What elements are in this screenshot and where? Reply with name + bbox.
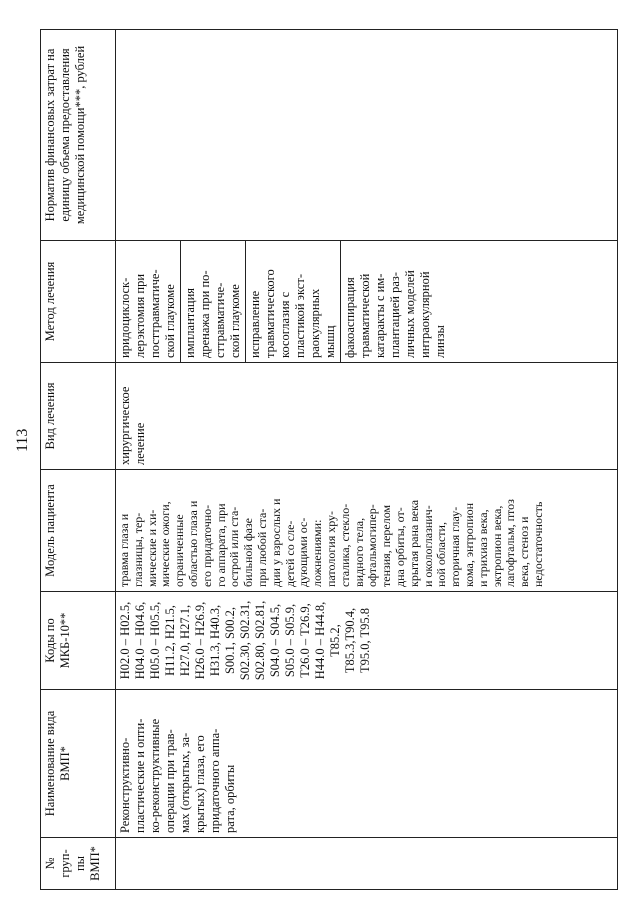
model-line: эктропион века, (489, 505, 504, 587)
model-line: детей со сле- (282, 520, 297, 587)
model-line: дующими ос- (296, 517, 311, 587)
model-line: областью глаза и (185, 500, 200, 587)
header-treatment-type: Вид лечения (41, 363, 116, 470)
method-line: ской глаукоме (163, 284, 177, 358)
method-line: косоглазия с (278, 291, 292, 358)
method-line: сттравматиче- (213, 282, 227, 358)
model-line: мические ожоги, (158, 501, 173, 587)
code-line: S02.80, S02.81, (253, 600, 267, 681)
model-line: века, стеноз и (517, 516, 532, 587)
code-line: H31.3, H40.3, (208, 604, 222, 677)
code-line: S02.30, S02.31, (238, 600, 252, 681)
method-item (246, 241, 341, 362)
name-line: ко-реконструктивные (148, 718, 162, 833)
method-line: травматической (358, 273, 372, 358)
method-line: личных моделей (403, 270, 417, 358)
cell-model (116, 470, 618, 592)
name-line: рата, орбиты (223, 764, 237, 833)
code-line: T26.0 – T26.9, (298, 603, 312, 678)
method-line: пластикой экст- (293, 274, 307, 358)
code-line: T85.2, (328, 624, 342, 657)
model-line: бильной фазе (241, 518, 256, 587)
code-line: S05.0 – S05.9, (283, 603, 297, 678)
method-item (341, 241, 450, 362)
model-line: лагофтальм, птоз (503, 499, 518, 587)
model-line: крытая рана века (406, 499, 421, 587)
cell-norm (116, 30, 618, 241)
header-group: № груп-пы ВМП* (41, 838, 116, 890)
model-line: мические и хи- (144, 509, 159, 587)
model-line: его придаточно- (199, 504, 214, 587)
cell-name (116, 690, 618, 838)
header-name: Наименование вида ВМП* (41, 690, 116, 838)
model-line: кома, энтропион (461, 502, 476, 587)
code-line: H02.0 – H02.5, (118, 601, 132, 680)
method-line: исправление (248, 290, 262, 358)
model-line: сталика, стекло- (337, 503, 352, 587)
model-line: недостаточность (530, 501, 545, 587)
cell-methods (116, 241, 618, 363)
method-item (181, 241, 246, 362)
method-line: интраокулярной (418, 271, 432, 358)
model-line: травма глаза и (117, 513, 131, 587)
model-line: ложнениями: (310, 519, 325, 587)
method-line: катаракты с им- (373, 273, 387, 358)
header-method: Метод лечения (41, 241, 116, 363)
method-line: посттравматиче- (148, 269, 162, 358)
header-model: Модель пациента (41, 470, 116, 592)
name-line: пластические и опти- (133, 718, 147, 833)
code-line: T85.3,T90.4, (343, 607, 357, 674)
header-norm: Норматив финансовых затрат на единицу объема предоставления медицинской помощи***, рублей (41, 30, 116, 241)
code-line: S04.0 – S04.5, (268, 603, 282, 678)
method-item (116, 241, 181, 362)
method-line: линзы (433, 325, 447, 358)
model-line: при любой ста- (254, 508, 269, 587)
cell-codes (116, 592, 618, 690)
method-line: имплантация (183, 287, 197, 358)
model-line: го аппарата, при (213, 503, 228, 587)
code-line: H44.0 – H44.8, (313, 601, 327, 680)
model-line: ной области, (434, 522, 449, 587)
model-line: дии у взрослых и (268, 498, 283, 587)
treatment-line: лечение (133, 422, 147, 465)
name-line: операции при трав- (163, 729, 177, 833)
header-row (41, 30, 116, 890)
method-line: факоаспирация (343, 277, 357, 358)
model-line: острой или ста- (227, 506, 242, 587)
code-line: H04.0 – H04.6, (133, 601, 147, 680)
model-line: вторичная глау- (448, 506, 463, 587)
code-line: H11.2, H21.5, (163, 605, 177, 676)
rotated-table-container (40, 30, 618, 890)
treatment-line: хирургическое (118, 386, 132, 465)
table-row (116, 30, 618, 890)
name-line: крытых) глаза, его (193, 735, 207, 833)
code-line: T95.0, T95.8 (358, 607, 372, 674)
model-line: глазницы, тер- (130, 512, 145, 587)
vmp-table (40, 29, 618, 890)
model-line: и окологлазнич- (420, 505, 435, 587)
model-line: офтальмогипер- (365, 504, 380, 587)
model-line: видного тела, (351, 517, 366, 587)
method-line: иридоциклоск- (118, 277, 132, 358)
model-line: патология хру- (323, 510, 338, 587)
cell-treatment-type (116, 363, 618, 470)
page-number: 113 (14, 428, 31, 452)
method-line: травматического (263, 269, 277, 358)
model-line: тензия, перелом (379, 504, 394, 587)
model-line: дна орбиты, от- (392, 507, 407, 587)
code-line: S00.1, S00.2, (223, 606, 237, 675)
code-line: H26.0 – H26.9, (193, 601, 207, 680)
method-line: ской глаукоме (228, 284, 242, 358)
method-line: лерэктомия при (133, 273, 147, 358)
method-line: дренажа при по- (198, 270, 212, 358)
method-line: плантацией раз- (388, 272, 402, 358)
model-line: ограниченные (172, 514, 187, 587)
model-line: и трихиаз века, (475, 509, 490, 587)
name-line: Реконструктивно- (118, 737, 132, 833)
code-line: H05.0 – H05.5, (148, 601, 162, 680)
method-line: раокулярных (308, 288, 322, 358)
method-line: мышц (323, 325, 337, 358)
code-line: H27.0, H27.1, (178, 604, 192, 677)
name-line: придаточного аппа- (208, 728, 222, 833)
name-line: мах (открытых, за- (178, 732, 192, 833)
cell-group (116, 838, 618, 890)
header-codes: Коды по МКБ-10** (41, 592, 116, 690)
